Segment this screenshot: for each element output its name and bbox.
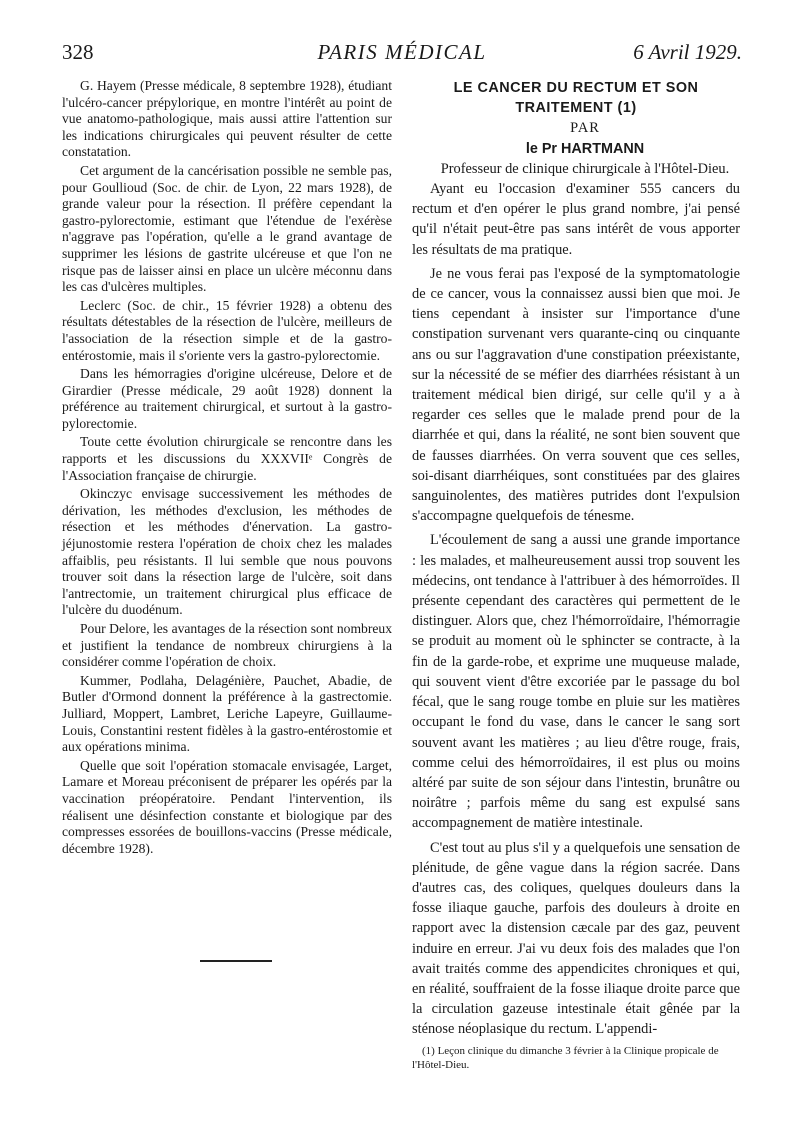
author-name: le Pr HARTMANN: [525, 140, 645, 157]
paragraph: L'écoulement de sang a aussi une grande importance : les malades, et malheureusement aussi trop souvent les médecins, ont tendance à l'attribuer à des hémorroïdes. Il présente cependant des caractères qui permettent de le distinguer. Alors que, chez l'hémorroïdaire, l'hémorragie se produit au moment où le sphincter se contracte, à la fin de la garde-robe, et exprime une muqueuse malade, qui souvent vient d'être excoriée par le passage du bol fécal, que le sang rouge tombe en pluie sur les matières occupant le fond du vase, dans le cancer le sang sort souvent avant les matières ; au lieu d'être rouge, frais, comme celui des hémorroïdaires, il est plus ou moins altéré par suite de son séjour dans l'intestin, brunâtre ou noirâtre ; parfois même du sang est expulsé sans accompagnement de matière intestinale.: [412, 532, 740, 832]
byline-par: PAR: [570, 120, 600, 137]
page-header: [62, 40, 742, 70]
paragraph: Cet argument de la cancérisation possible ne semble pas, pour Goullioud (Soc. de chir. de Lyon, 22 mars 1928), de grande valeur pour la résection. Il préfère cependant la gastro-pylorectomie, estimant que l'étendue de l'exérèse n'aggrave pas l'opération, qu'elle a le grand avantage de supprimer les lésions de gastrite ulcéreuse et que l'on ne risque pas de laisser ainsi en place un ulcère méconnu dans les cas d'ulcères multiples.: [62, 162, 392, 295]
section-divider: [200, 960, 272, 962]
right-column: [412, 78, 740, 1044]
left-column: [62, 78, 392, 859]
paragraph: Je ne vous ferai pas l'exposé de la symptomatologie de ce cancer, vous la connaissez aussi bien que moi. Je tiens cependant à insister sur l'importance d'une constipation survenant vers quarante-cinq ou cinquante ans ou sur l'aggravation d'une constipation préexistante, sur la nécessité de se méfier des diarrhées résistant à un traitement médical bien dirigé, sur celle qu'il y a à regarder ces selles que le malade prend pour de la diarrhée et qui, dans la réalité, ne sont bien souvent que de fausses diarrhées. On verra souvent que ces selles, soi-disant diarrhéiques, sont constituées par des glaires sanguinolentes, des matières putrides dont l'expulsion s'accompagne quelquefois de ténesme.: [412, 265, 740, 525]
article-title: LE CANCER DU RECTUM ET SON TRAITEMENT (1): [453, 80, 699, 117]
paragraph: Quelle que soit l'opération stomacale envisagée, Larget, Lamare et Moreau préconisent de préparer les opérés par la vaccination préopératoire. Pendant l'intervention, ils réalisent une désinfection constante et biologique par des compresses essorées de bouillons-vaccins (Presse médicale, décembre 1928).: [62, 757, 392, 856]
journal-title: PARIS MÉDICAL: [317, 40, 487, 64]
footnote: (1) Leçon clinique du dimanche 3 février à la Clinique propicale de l'Hôtel-Dieu.: [412, 1045, 719, 1071]
page-number: 328: [62, 40, 94, 64]
issue-date: 6 Avril 1929.: [633, 40, 742, 64]
paragraph: Dans les hémorragies d'origine ulcéreuse, Delore et de Girardier (Presse médicale, 29 août 1928) donnent la préférence au traitement chirurgical, et surtout à la gastro-pylorectomie.: [62, 366, 392, 431]
paragraph: Pour Delore, les avantages de la résection sont nombreux et justifient la tendance de nombreux chirurgiens à la considérer comme l'opération de choix.: [62, 621, 392, 670]
paragraph: Kummer, Podlaha, Delagénière, Pauchet, Abadie, de Butler d'Ormond donnent la préférence à la gastrectomie. Julliard, Moppert, Lambret, Leriche Lapeyre, Guillaume-Louis, Constantini restent fidèles à la gastro-entérostomie et aux opérations minima.: [62, 672, 392, 755]
author-affiliation: Professeur de clinique chirurgicale à l'Hôtel-Dieu.: [440, 160, 730, 177]
paragraph: Ayant eu l'occasion d'examiner 555 cancers du rectum et d'en opérer le plus grand nombre, j'ai pensé qu'il n'était peut-être pas sans intérêt de vous apporter les résultats de ma pratique.: [412, 181, 740, 258]
paragraph: Okinczyc envisage successivement les méthodes de dérivation, les méthodes d'exclusion, les méthodes de résection et les méthodes d'énervation. La gastro-jéjunostomie restera l'opération de choix chez les malades affaiblis, peu résistants. Il lui semble que nous pouvons trouver soit dans la résection large de l'ulcère, soit dans l'antrectomie, un traitement chirurgical plus efficace de l'ulcère du duodénum.: [62, 486, 392, 618]
paragraph: C'est tout au plus s'il y a quelquefois une sensation de plénitude, de gêne vague dans la région sacrée. Dans d'autres cas, des coliques, quelques douleurs dans la fosse iliaque gauche, parfois des douleurs à droite en rapport avec la distension cæcale par des gaz, peuvent induire en erreur. J'ai vu deux fois des malades que l'on avait traités comme des appendicites chroniques et qui, en réalité, souffraient de la fosse iliaque droite parce que la circulation gazeuse intestinale était gênée par la sténose néoplasique du rectum. L'appendi-: [412, 839, 740, 1038]
paragraph: Leclerc (Soc. de chir., 15 février 1928) a obtenu des résultats détestables de la résection de l'ulcère, meilleurs de l'association de la résection simple et de la gastro-entérostomie, mais il s'oriente vers la gastro-pylorectomie.: [62, 297, 392, 363]
paragraph: Toute cette évolution chirurgicale se rencontre dans les rapports et les discussions du XXXVIIᵉ Congrès de l'Association française de chirurgie.: [62, 434, 392, 483]
paragraph: G. Hayem (Presse médicale, 8 septembre 1928), étudiant l'ulcéro-cancer prépylorique, en montre l'intérêt au point de vue anatomo-pathologique, mais aussi attire l'attention sur les indications chirurgicales qui peuvent résulter de cette constatation.: [62, 78, 392, 160]
